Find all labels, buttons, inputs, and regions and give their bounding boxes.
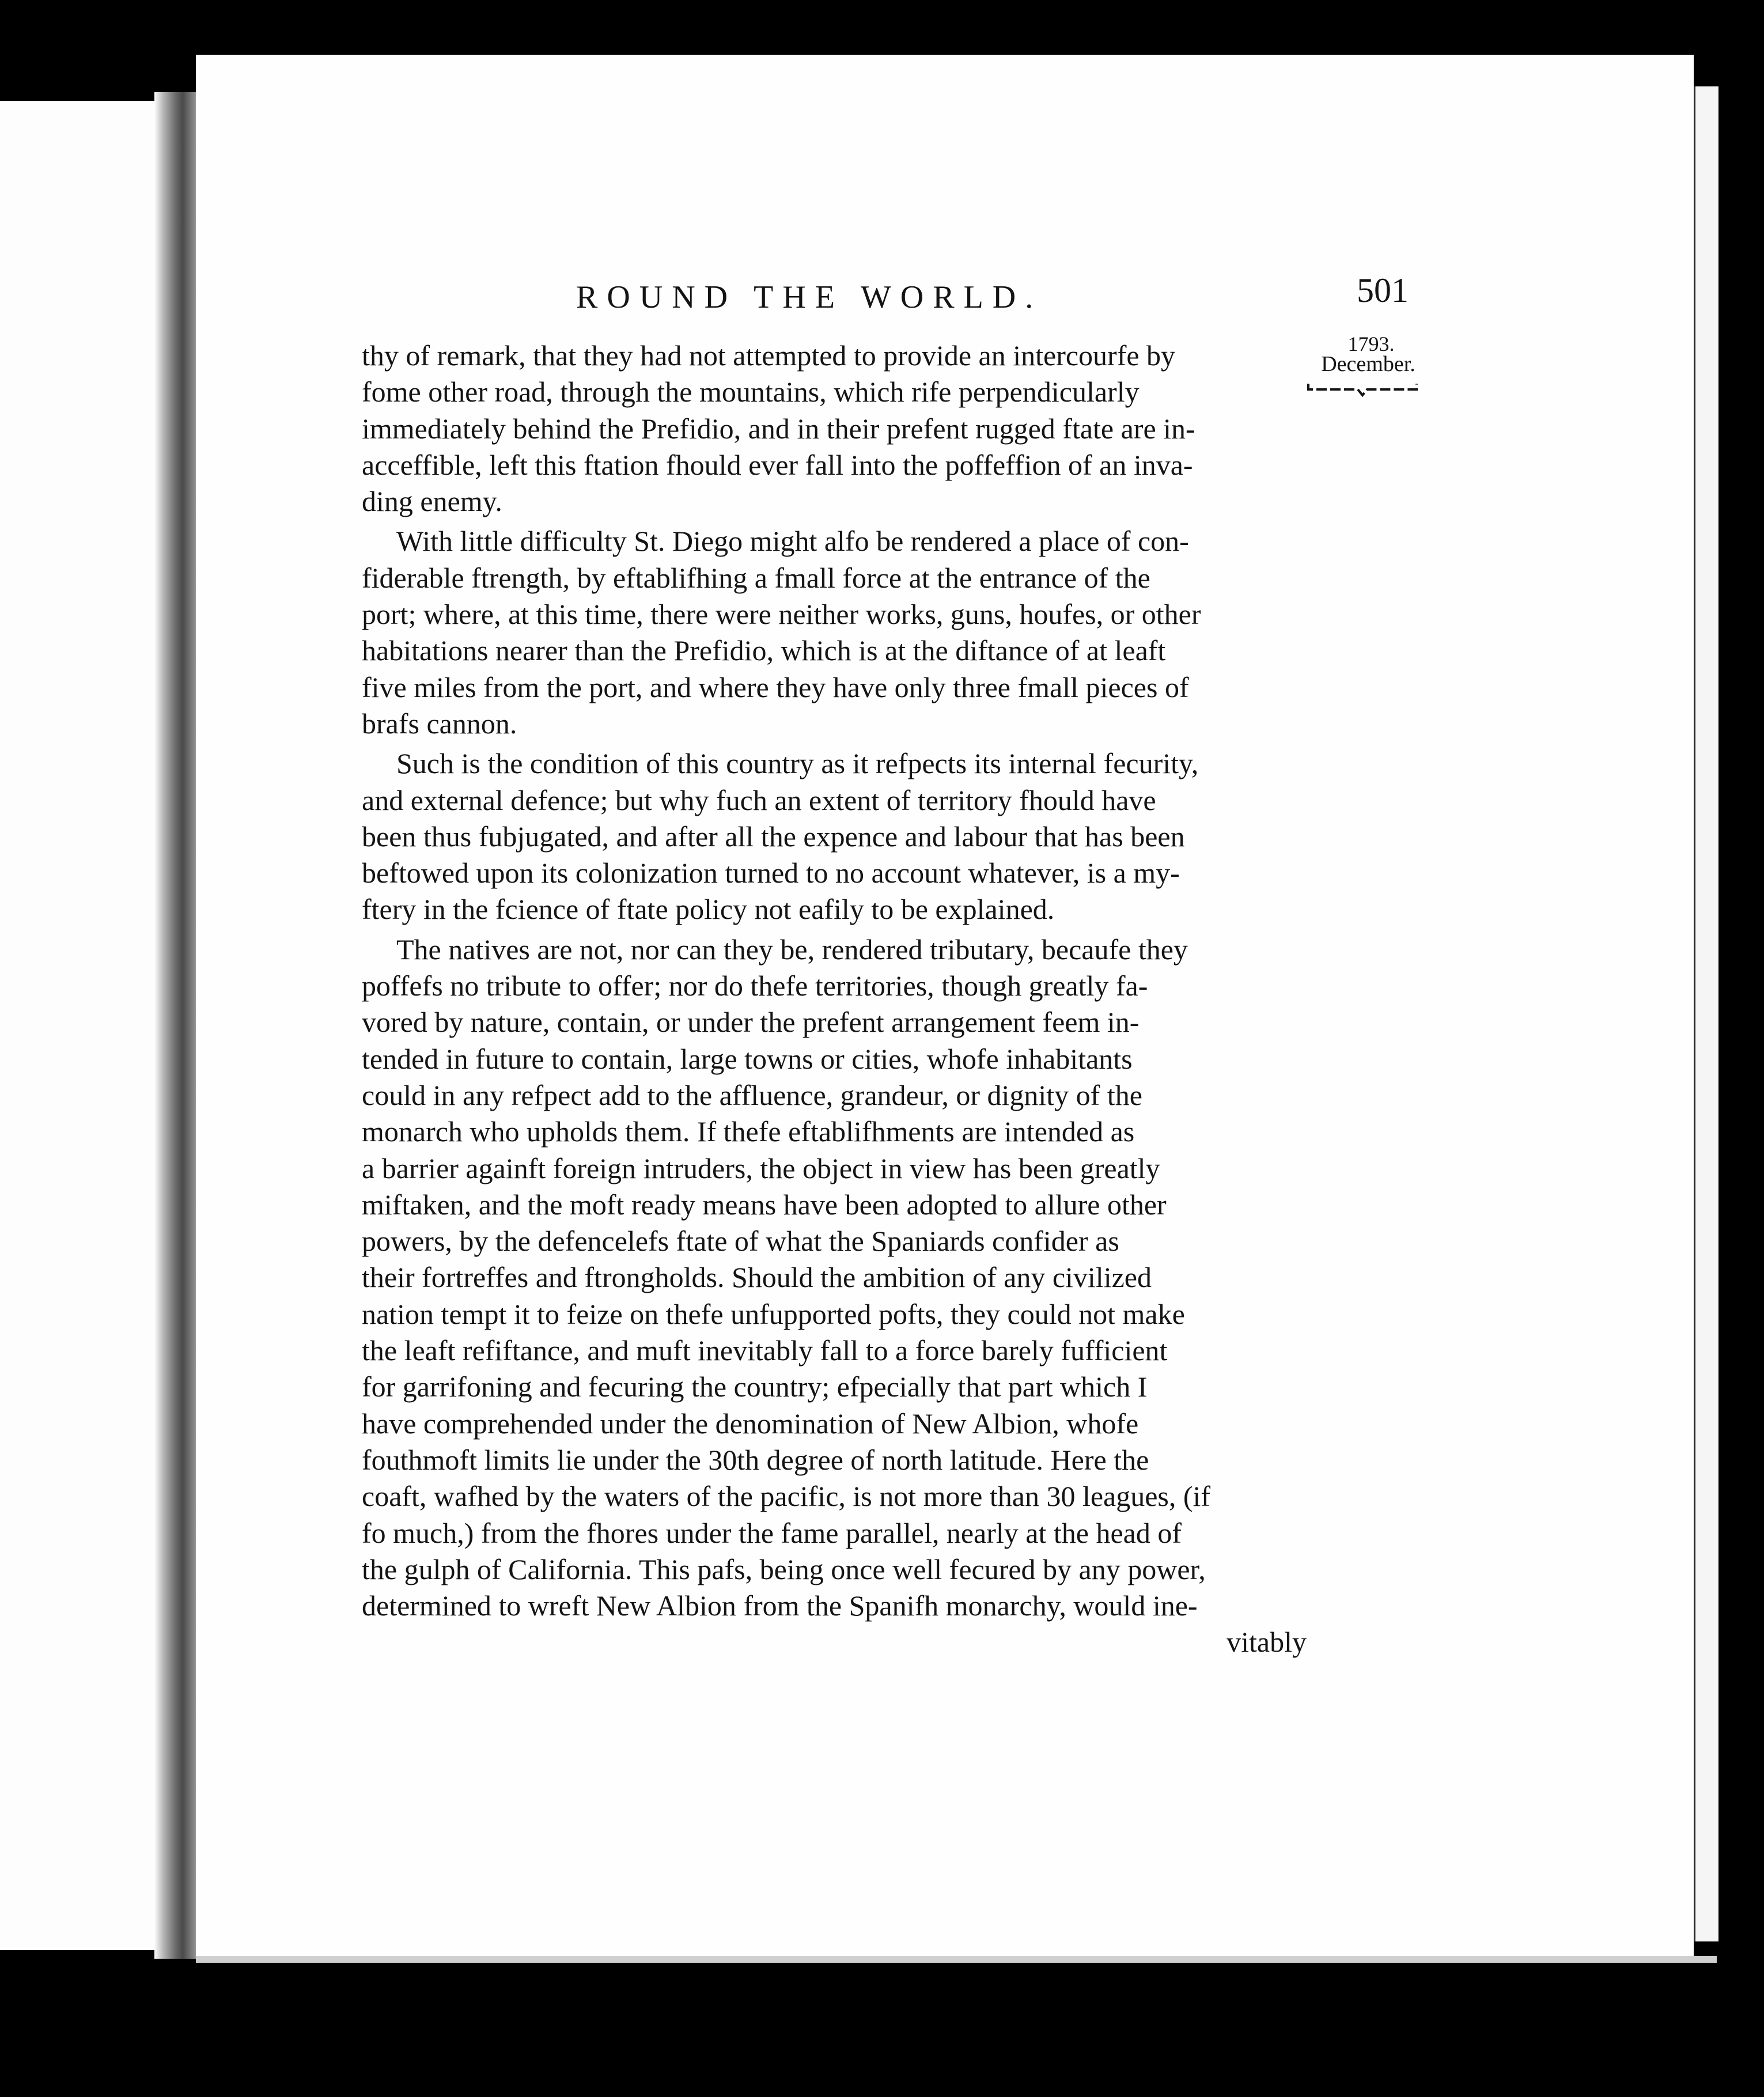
paragraph [362,523,1307,742]
paragraph [362,338,1307,520]
text-line: been thus fubjugated, and after all the expence and labour that has been [362,820,1185,853]
book-gutter-shadow [154,92,202,1959]
text-line: With little difficulty St. Diego might alfo be rendered a place of con- [396,525,1189,558]
text-line: have comprehended under the denomination of New Albion, whofe [362,1407,1139,1440]
text-line: fouthmoft limits lie under the 30th degree of north latitude. Here the [362,1443,1149,1476]
text-line: the gulph of California. This pafs, being once well fecured by any power, [362,1553,1206,1585]
text-line: their fortreffes and ftrongholds. Should the ambition of any civilized [362,1261,1152,1294]
text-line: powers, by the defencelefs ftate of what the Spaniards confider as [362,1225,1119,1258]
text-line: fiderable ftrength, by eftablifhing a fmall force at the entrance of the [362,561,1150,594]
page-bottom-edge [196,1956,1717,1963]
text-line: Such is the condition of this country as it refpects its internal fecurity, [396,747,1199,780]
margin-note-year: 1793. [1347,332,1395,355]
text-line: thy of remark, that they had not attempted to provide an intercourfe by [362,339,1176,372]
text-line: ding enemy. [362,485,502,518]
text-line: ftery in the fcience of ftate policy not eafily to be explained. [362,893,1055,926]
page-number: 501 [1357,271,1409,309]
text-line: tended in future to contain, large towns or cities, whofe inhabitants [362,1042,1133,1075]
paragraph [362,932,1307,1625]
text-line: The natives are not, nor can they be, rendered tributary, becaufe they [396,933,1188,966]
facing-page-edge [0,101,167,1950]
text-line: monarch who upholds them. If thefe eftablifhments are intended as [362,1115,1135,1148]
text-line: for garrifoning and fecuring the country; efpecially that part which I [362,1371,1148,1403]
catchword: vitably [1227,1626,1307,1659]
text-line: acceffible, left this ftation fhould ever fall into the poffeffion of an inva- [362,448,1193,481]
paragraph [362,745,1307,928]
body-text [362,338,1307,1661]
running-head: ROUND THE WORLD. [576,279,1043,315]
text-line: a barrier againft foreign intruders, the object in view has been greatly [362,1152,1160,1184]
text-line: brafs cannon. [362,707,517,740]
text-line: five miles from the port, and where they have only three fmall pieces of [362,671,1189,703]
text-line: determined to wreft New Albion from the Spanifh monarchy, would ine- [362,1589,1198,1622]
text-line: fo much,) from the fhores under the fame parallel, nearly at the head of [362,1516,1182,1549]
text-line: poffefs no tribute to offer; nor do thefe territories, though greatly fa- [362,970,1148,1002]
text-line: fome other road, through the mountains, which rife perpendicularly [362,376,1140,408]
margin-brace-icon [1305,381,1420,399]
text-line: vored by nature, contain, or under the prefent arrangement feem in- [362,1006,1140,1039]
text-line: habitations nearer than the Prefidio, which is at the diftance of at leaft [362,634,1166,667]
margin-note-month: December. [1321,352,1415,376]
text-line: beftowed upon its colonization turned to no account whatever, is a my- [362,857,1180,889]
text-line: the leaft refiftance, and muft inevitably fall to a force barely fufficient [362,1334,1168,1367]
text-line: miftaken, and the moft ready means have been adopted to allure other [362,1188,1167,1221]
text-line: coaft, wafhed by the waters of the pacific, is not more than 30 leagues, (if [362,1480,1211,1513]
text-line: immediately behind the Prefidio, and in their prefent rugged ftate are in- [362,412,1195,445]
text-line: and external defence; but why fuch an extent of territory fhould have [362,783,1156,816]
text-line: port; where, at this time, there were neither works, guns, houfes, or other [362,598,1201,631]
page-fore-edge [1694,86,1718,1941]
text-line: could in any refpect add to the affluence, grandeur, or dignity of the [362,1078,1142,1111]
text-line: nation tempt it to feize on thefe unfupported pofts, they could not make [362,1297,1185,1330]
